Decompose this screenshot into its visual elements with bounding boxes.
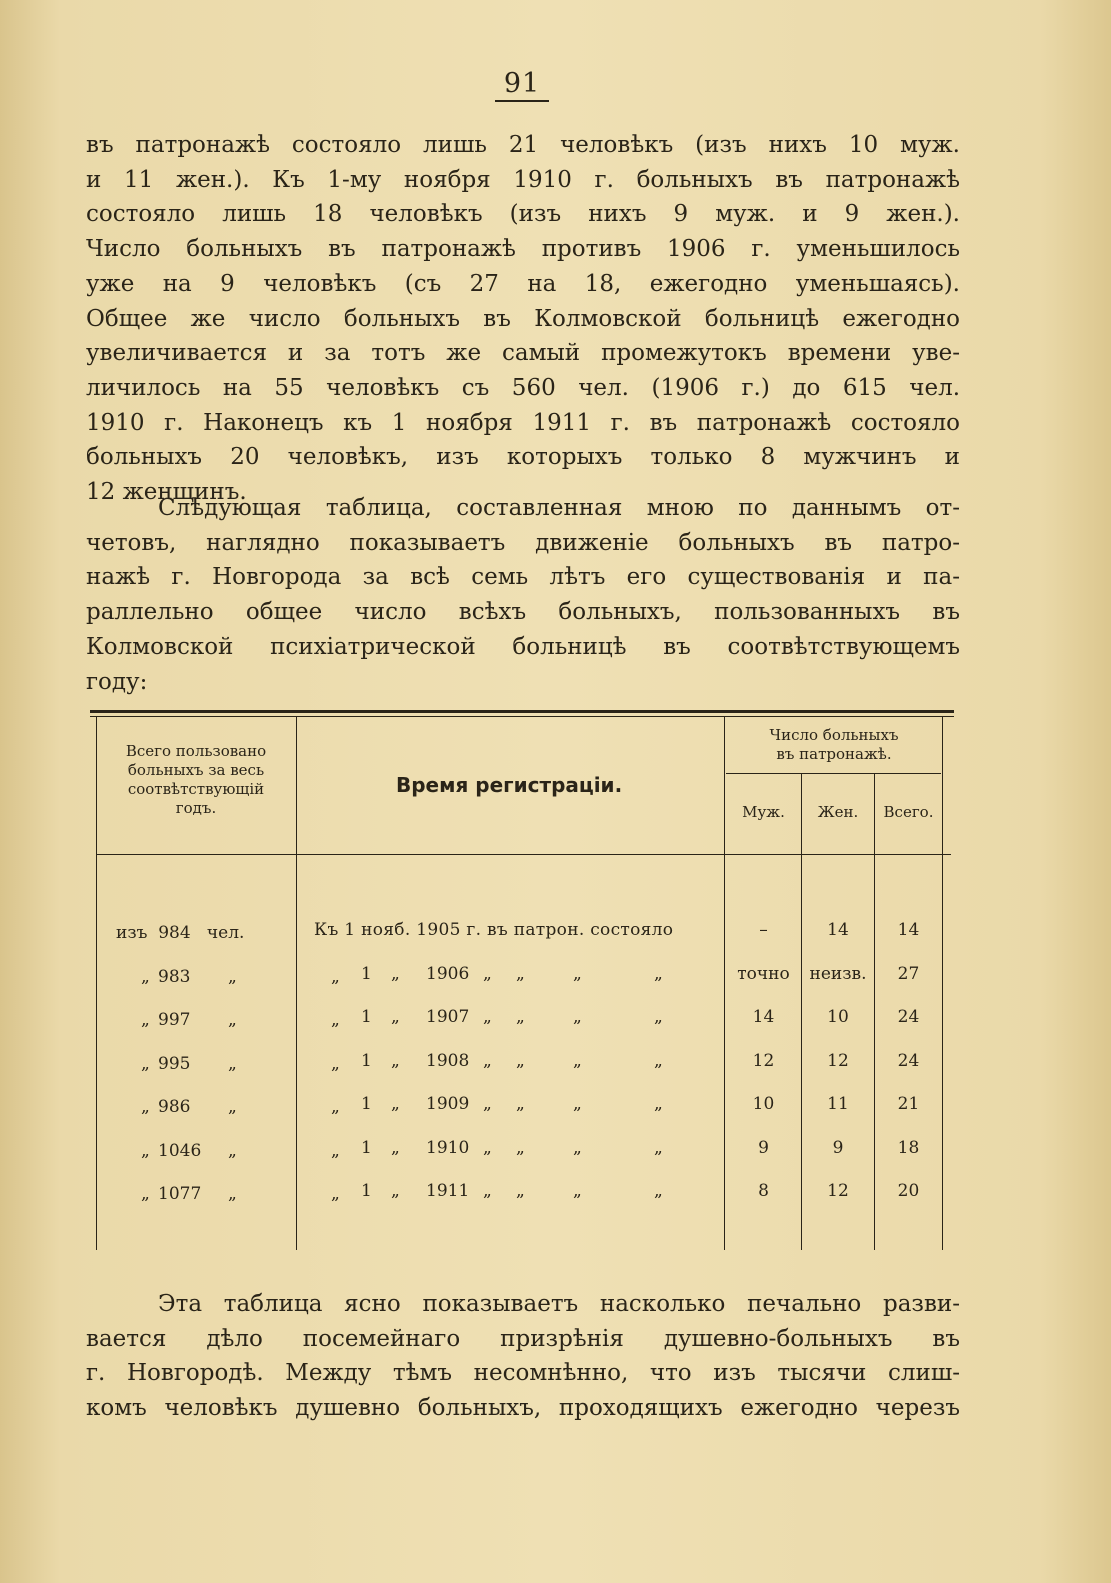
row-4-total: 995: [158, 1054, 191, 1074]
row-1-time: Къ 1 нояб. 1905 г. въ патрон. состояло: [314, 920, 674, 940]
row-2-time-part: 1: [361, 964, 372, 984]
row-5-time-part: „: [654, 1094, 663, 1114]
row-6-women: 9: [832, 1138, 844, 1158]
table-top-rule: [90, 710, 954, 713]
text-line: комъ человѣкъ душевно больныхъ, проходящихъ ежегодно черезъ: [86, 1395, 960, 1422]
text-line: личилось на 55 человѣкъ съ 560 чел. (1906 г.) до 615 чел.: [86, 374, 960, 401]
patronage-table: [86, 710, 954, 1260]
row-5-total-prefix: „: [141, 1097, 150, 1117]
row-2-total-suffix: „: [228, 967, 237, 987]
row-6-total-prefix: „: [141, 1141, 150, 1161]
row-5-time-part: „: [573, 1094, 582, 1114]
row-4-total-suffix: „: [228, 1054, 237, 1074]
text-line: увеличивается и за тотъ же самый промежутокъ времени уве-: [86, 340, 960, 367]
row-6-time-part: 1910: [426, 1138, 470, 1158]
row-4-total-prefix: „: [141, 1054, 150, 1074]
row-4-time-part: 1908: [426, 1051, 470, 1071]
row-7-men: 8: [758, 1181, 769, 1201]
page-number-rule: [495, 100, 549, 102]
row-1-men: –: [759, 920, 768, 940]
row-6-time-part: „: [483, 1138, 492, 1158]
row-2-all: 27: [897, 964, 920, 984]
page-number: 91: [503, 68, 541, 99]
row-7-time-part: „: [654, 1181, 663, 1201]
row-7-time-part: 1911: [426, 1181, 470, 1201]
row-7-women: 12: [827, 1181, 849, 1201]
paragraph-3: [86, 1287, 960, 1426]
row-6-time-part: 1: [361, 1138, 372, 1158]
text-line: Эта таблица ясно показываетъ насколько печально разви-: [158, 1291, 960, 1317]
row-4-time-part: „: [391, 1051, 400, 1071]
row-6-time-part: „: [331, 1141, 340, 1161]
row-3-total-suffix: „: [228, 1010, 237, 1030]
paragraph-1: [86, 128, 960, 510]
row-7-time-part: „: [516, 1181, 525, 1201]
header-total-patients: Всего пользовано больныхъ за весь соотвѣтствующій годъ.: [125, 742, 267, 817]
row-2-total-prefix: „: [141, 967, 150, 987]
text-line: и 11 жен.). Къ 1-му ноября 1910 г. больныхъ въ патронажѣ: [86, 166, 960, 193]
row-4-time-part: „: [516, 1051, 525, 1071]
row-5-time-part: „: [391, 1094, 400, 1114]
text-line: Слѣдующая таблица, составленная мною по даннымъ от-: [158, 495, 960, 521]
row-6-all: 18: [897, 1138, 920, 1158]
row-3-women: 10: [827, 1007, 849, 1027]
row-7-time-part: „: [573, 1181, 582, 1201]
row-1-all: 14: [897, 920, 920, 940]
row-7-total-suffix: „: [228, 1184, 237, 1204]
row-6-time-part: „: [573, 1138, 582, 1158]
row-7-all: 20: [897, 1181, 920, 1201]
header-bottom-rule: [96, 854, 951, 855]
row-3-time-part: 1: [361, 1007, 372, 1027]
col-rule-1: [296, 716, 297, 1250]
text-line: въ патронажѣ состояло лишь 21 человѣкъ (изъ нихъ 10 муж.: [86, 132, 960, 158]
row-3-time-part: „: [516, 1007, 525, 1027]
row-3-all: 24: [897, 1007, 920, 1027]
text-line: Общее же число больныхъ въ Колмовской больницѣ ежегодно: [86, 305, 960, 332]
row-6-total: 1046: [158, 1141, 202, 1161]
row-4-time-part: „: [654, 1051, 663, 1071]
row-7-total: 1077: [158, 1184, 202, 1204]
row-3-time-part: „: [483, 1007, 492, 1027]
row-5-time-part: 1909: [426, 1094, 470, 1114]
row-3-time-part: „: [654, 1007, 663, 1027]
row-3-total: 997: [158, 1010, 191, 1030]
text-line: году:: [86, 668, 148, 695]
row-5-time-part: „: [483, 1094, 492, 1114]
subheader-rule: [726, 773, 941, 774]
row-4-time-part: 1: [361, 1051, 372, 1071]
text-line: Число больныхъ въ патронажѣ противъ 1906 г. уменьшилось: [86, 236, 960, 263]
row-3-time-part: „: [391, 1007, 400, 1027]
row-1-women: 14: [827, 920, 849, 940]
text-line: больныхъ 20 человѣкъ, изъ которыхъ только 8 мужчинъ и: [86, 444, 960, 471]
text-line: г. Новгородѣ. Между тѣмъ несомнѣнно, что изъ тысячи слиш-: [86, 1360, 960, 1387]
row-4-time-part: „: [573, 1051, 582, 1071]
text-line: раллельно общее число всѣхъ больныхъ, пользованныхъ въ: [86, 599, 960, 626]
row-4-women: 12: [827, 1051, 849, 1071]
header-registration-time: Время регистраціи.: [396, 773, 623, 797]
row-7-time-part: „: [391, 1181, 400, 1201]
row-6-time-part: „: [516, 1138, 525, 1158]
row-7-time-part: „: [331, 1184, 340, 1204]
table-top-rule-thin: [90, 716, 954, 717]
row-2-time-part: „: [483, 964, 492, 984]
col-rule-left: [96, 716, 97, 1250]
row-4-men: 12: [752, 1051, 775, 1071]
row-1-total: изъ 984 чел.: [116, 923, 245, 943]
row-2-time-part: „: [654, 964, 663, 984]
row-2-men: точно: [737, 964, 790, 984]
row-3-time-part: „: [331, 1010, 340, 1030]
row-2-time-part: „: [573, 964, 582, 984]
header-patronage: Число больныхъ въ патронажѣ.: [769, 726, 899, 763]
text-line: Колмовской психіатрической больницѣ въ соотвѣтствующемъ: [86, 633, 960, 660]
col-rule-2: [724, 716, 725, 1250]
row-6-total-suffix: „: [228, 1141, 237, 1161]
row-5-time-part: „: [516, 1094, 525, 1114]
row-5-women: 11: [827, 1094, 849, 1114]
col-rule-right: [942, 716, 943, 1250]
text-line: 1910 г. Наконецъ къ 1 ноября 1911 г. въ патронажѣ состояло: [86, 409, 960, 436]
row-5-total-suffix: „: [228, 1097, 237, 1117]
header-men: Муж.: [742, 803, 785, 821]
row-5-time-part: „: [331, 1097, 340, 1117]
paragraph-2: [86, 491, 960, 699]
header-all: Всего.: [883, 803, 934, 821]
row-4-time-part: „: [331, 1054, 340, 1074]
row-5-all: 21: [897, 1094, 920, 1114]
text-line: состояло лишь 18 человѣкъ (изъ нихъ 9 муж. и 9 жен.).: [86, 201, 960, 228]
row-5-time-part: 1: [361, 1094, 372, 1114]
row-2-time-part: „: [331, 967, 340, 987]
text-line: 12 женщинъ.: [86, 479, 247, 506]
row-6-time-part: „: [654, 1138, 663, 1158]
row-2-women: неизв.: [809, 964, 867, 984]
row-2-time-part: „: [391, 964, 400, 984]
row-7-total-prefix: „: [141, 1184, 150, 1204]
row-5-men: 10: [752, 1094, 775, 1114]
row-3-time-part: „: [573, 1007, 582, 1027]
row-7-time-part: „: [483, 1181, 492, 1201]
row-5-total: 986: [158, 1097, 191, 1117]
row-7-time-part: 1: [361, 1181, 372, 1201]
row-3-men: 14: [752, 1007, 775, 1027]
row-4-time-part: „: [483, 1051, 492, 1071]
header-women: Жен.: [817, 803, 859, 821]
text-line: нажѣ г. Новгорода за всѣ семь лѣтъ его существованія и па-: [86, 564, 960, 591]
row-2-time-part: „: [516, 964, 525, 984]
row-4-all: 24: [897, 1051, 920, 1071]
row-3-time-part: 1907: [426, 1007, 470, 1027]
row-6-men: 9: [758, 1138, 769, 1158]
text-line: уже на 9 человѣкъ (съ 27 на 18, ежегодно уменьшаясь).: [86, 270, 960, 297]
row-3-total-prefix: „: [141, 1010, 150, 1030]
row-2-time-part: 1906: [426, 964, 470, 984]
row-2-total: 983: [158, 967, 191, 987]
text-line: вается дѣло посемейнаго призрѣнія душевно-больныхъ въ: [86, 1325, 960, 1352]
text-line: четовъ, наглядно показываетъ движеніе больныхъ въ патро-: [86, 529, 960, 556]
row-6-time-part: „: [391, 1138, 400, 1158]
